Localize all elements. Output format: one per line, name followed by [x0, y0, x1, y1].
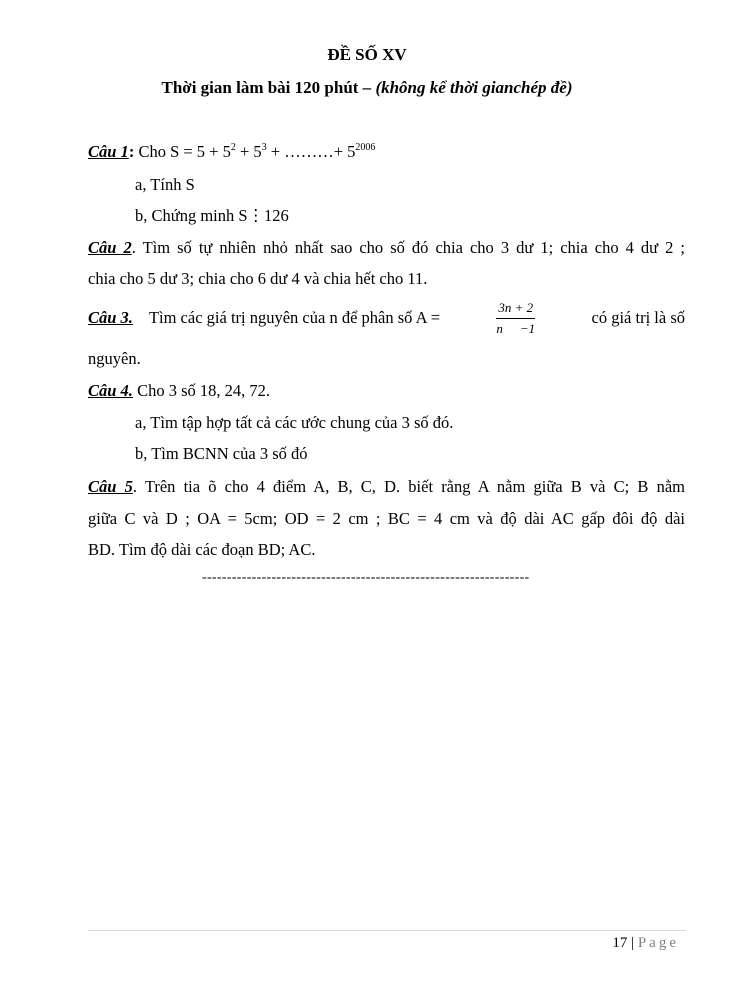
question-1 [88, 142, 375, 162]
question-1-text-b: + 5 [235, 142, 262, 161]
footer-divider [88, 930, 686, 931]
question-5-line-2: giữa C và D ; OA = 5cm; OD = 2 cm ; BC = 4 cm và độ dài AC gấp đôi độ dài [88, 509, 685, 528]
exponent-3: 3 [261, 142, 267, 153]
question-5-line-1 [88, 477, 685, 497]
question-4-text: Cho 3 số 18, 24, 72. [132, 381, 270, 400]
question-1-text-a: Cho S = 5 + 5 [134, 142, 231, 161]
question-4 [88, 381, 270, 401]
fraction-numerator: 3n + 2 [496, 300, 535, 319]
exam-time-note [0, 78, 734, 98]
question-2-text-1: . Tìm số tự nhiên nhỏ nhất sao cho số đó chia cho 3 dư 1; chia cho 4 dư 2 ; [131, 238, 686, 257]
time-note-italic: (không kể thời gianchép đề) [375, 78, 573, 97]
footer-separator: | [627, 935, 638, 951]
question-5-text-1: . Trên tia õ cho 4 điểm A, B, C, D. biết rằng A nằm giữa B và C; B nằm [132, 477, 685, 496]
separator-line: ------------------------------------------------------------------ [202, 570, 530, 585]
question-1-label: Câu 1 [88, 142, 129, 161]
question-2-line-1 [88, 238, 685, 258]
question-4-part-a: a, Tìm tập hợp tất cả các ước chung của 3 số đó. [135, 413, 454, 432]
question-3-line-1 [88, 300, 685, 336]
question-4-label: Câu 4. [88, 381, 133, 400]
question-1-text-c: + ………+ 5 [266, 142, 356, 161]
page-word: Page [637, 935, 679, 951]
question-3-text-before: Tìm các giá trị nguyên của n để phân số A = [148, 308, 441, 328]
fraction-A [496, 300, 535, 336]
page-number: 17 [612, 935, 628, 951]
question-2-label: Câu 2 [88, 238, 132, 257]
question-1-part-a: a, Tính S [135, 175, 195, 194]
question-1-part-b: b, Chứng minh S⋮126 [135, 206, 289, 225]
question-3-label: Câu 3. [88, 308, 133, 328]
question-3-body [149, 300, 685, 336]
page-footer [612, 935, 679, 952]
question-4-part-b: b, Tìm BCNN của 3 số đó [135, 444, 308, 463]
question-5-line-3: BD. Tìm độ dài các đoạn BD; AC. [88, 540, 316, 559]
question-3-text-after: có giá trị là số [591, 308, 685, 328]
question-1-colon: : [128, 142, 135, 161]
question-2-line-2: chia cho 5 dư 3; chia cho 6 dư 4 và chia hết cho 11. [88, 269, 428, 288]
question-5-label: Câu 5 [88, 477, 133, 496]
exponent-2: 2 [230, 142, 236, 153]
fraction-denominator: n −1 [496, 320, 536, 336]
exponent-2006: 2006 [355, 142, 376, 153]
question-3-line-2: nguyên. [88, 349, 141, 368]
exam-title: ĐỀ SỐ XV [327, 45, 407, 64]
time-note-text: Thời gian làm bài 120 phút – [161, 78, 376, 97]
